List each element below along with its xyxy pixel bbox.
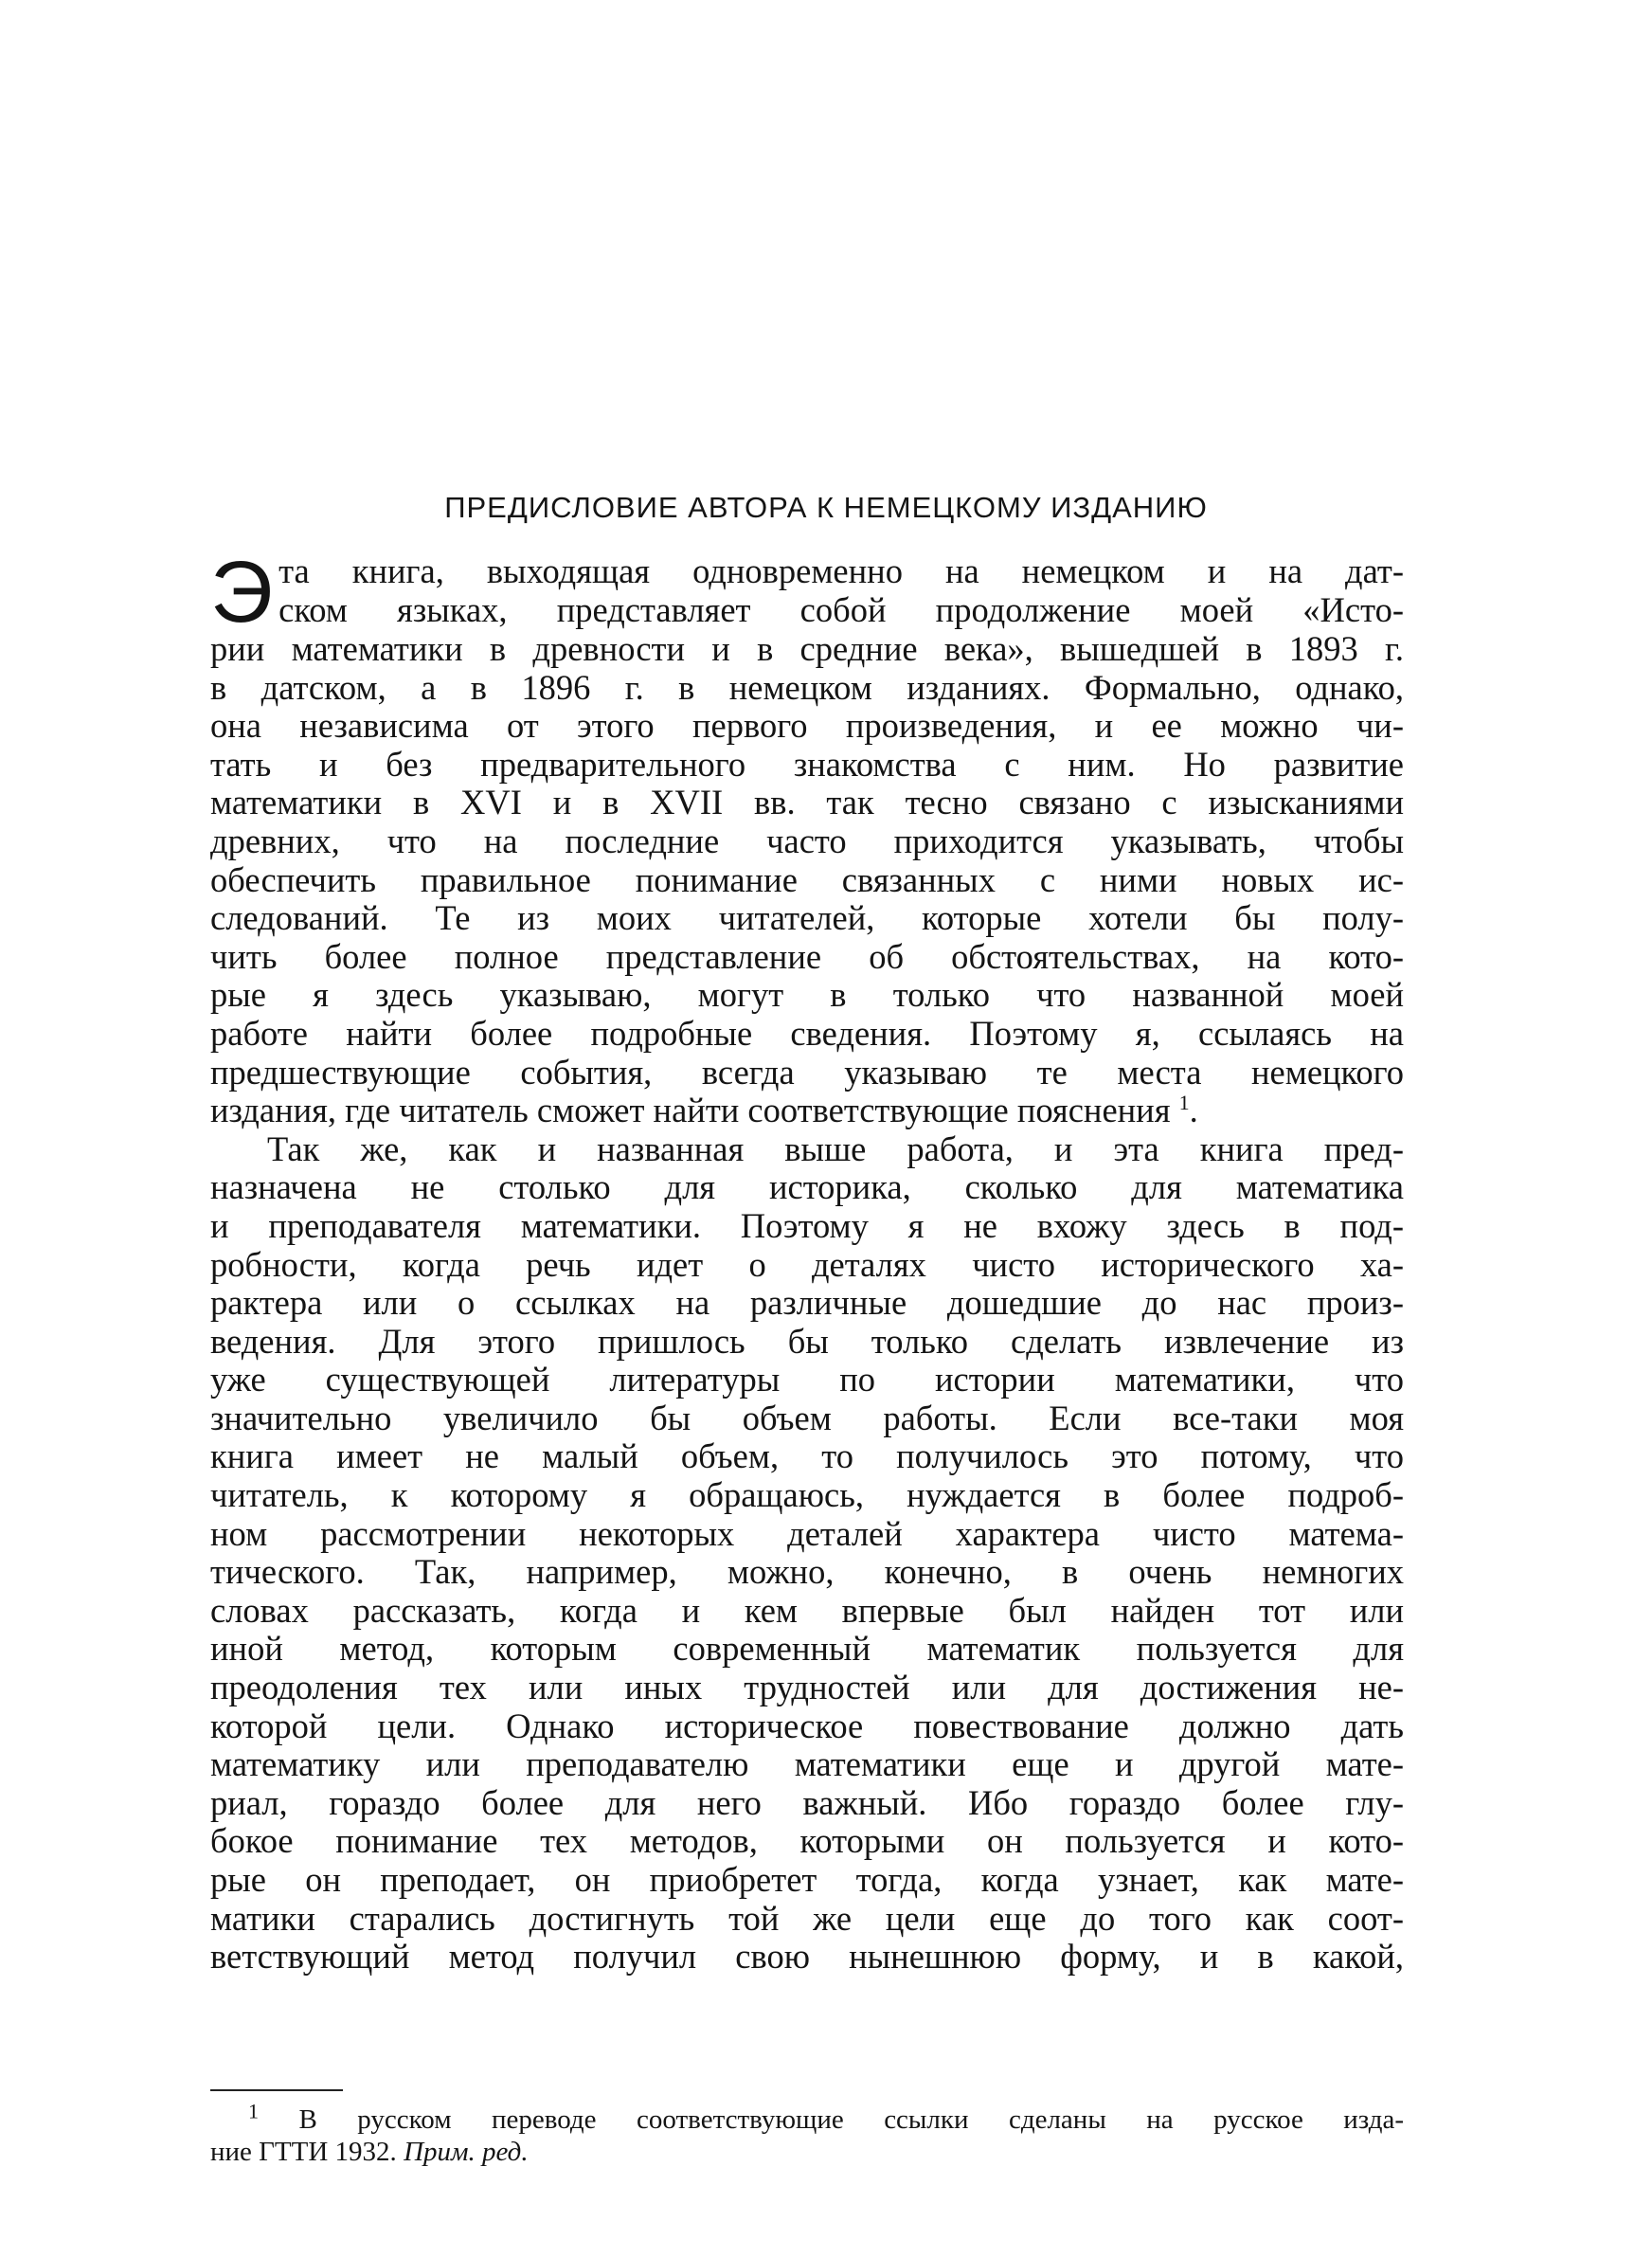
text-line: рые он преподает, он приобретет тогда, когда узнает, как мате-	[210, 1860, 1404, 1899]
text-line: предшествующие события, всегда указываю те места немецкого	[210, 1052, 1404, 1092]
text-line: ском языках, представляет собой продолжение моей «Исто-	[278, 589, 1404, 629]
footnote	[210, 2099, 1405, 2168]
text-line: в датском, а в 1896 г. в немецком изданиях. Формально, однако,	[210, 667, 1404, 707]
text-line: назначена не столько для историка, сколько для математика	[210, 1167, 1404, 1207]
text-line: и преподавателя математики. Поэтому я не вхожу здесь в под-	[210, 1205, 1404, 1245]
text-line: риал, гораздо более для него важный. Ибо гораздо более глу-	[210, 1782, 1404, 1822]
paragraph-1	[210, 544, 1404, 1130]
footnote-number: 1	[248, 2099, 259, 2123]
footnote-text: ние ГТТИ 1932.	[210, 2137, 397, 2167]
text-line: тать и без предварительного знакомства с ним. Но развитие	[210, 744, 1404, 784]
drop-cap: Э	[210, 544, 274, 641]
page-title: ПРЕДИСЛОВИЕ АВТОРА К НЕМЕЦКОМУ ИЗДАНИЮ	[444, 491, 1208, 524]
text-line: чить более полное представление об обстоятельствах, на кото-	[210, 936, 1404, 976]
footnote-divider	[210, 2089, 343, 2091]
text-line: читатель, к которому я обращаюсь, нуждается в более подроб-	[210, 1475, 1404, 1515]
text-line	[210, 1092, 1404, 1130]
text-line: древних, что на последние часто приходится указывать, чтобы	[210, 821, 1404, 860]
text-line: робности, когда речь идет о деталях чисто исторического ха-	[210, 1244, 1404, 1284]
text-line: матики старались достигнуть той же цели еще до того как соот-	[210, 1898, 1404, 1938]
end-punctuation: .	[1189, 1091, 1198, 1130]
text-line: работе найти более подробные сведения. Поэтому я, ссылаясь на	[210, 1013, 1404, 1053]
text-line: рии математики в древности и в средние века», вышедшей в 1893 г.	[210, 629, 1404, 668]
text-line: ветствующий метод получил свою нынешнюю форму, и в какой,	[210, 1937, 1404, 1977]
text-line: иной метод, которым современный математик пользуется для	[210, 1629, 1404, 1669]
text-line: бокое понимание тех методов, которыми он пользуется и кото-	[210, 1821, 1404, 1861]
footnote-text: В русском переводе соответствующие ссылки сделаны на русское изда-	[298, 2104, 1405, 2135]
text-line: книга имеет не малый объем, то получилось это потому, что	[210, 1436, 1404, 1476]
text-line: которой цели. Однако историческое повествование должно дать	[210, 1706, 1404, 1745]
footnote-marker: 1	[1178, 1090, 1190, 1114]
paragraph-2	[210, 1130, 1404, 1977]
text-line: она независима от этого первого произведения, и ее можно чи-	[210, 706, 1404, 746]
text-line: ведения. Для этого пришлось бы только сделать извлечение из	[210, 1321, 1404, 1361]
footnote-line	[210, 2136, 1404, 2168]
text-line: Так же, как и названная выше работа, и эта книга пред-	[267, 1128, 1404, 1168]
text-line: ном рассмотрении некоторых деталей характера чисто матема-	[210, 1513, 1404, 1553]
text-line: математику или преподавателю математики еще и другой мате-	[210, 1744, 1404, 1784]
text-line: значительно увеличило бы объем работы. Если все-таки моя	[210, 1398, 1404, 1437]
text-line-content: издания, где читатель сможет найти соответствующие пояснения	[210, 1091, 1171, 1130]
text-line: обеспечить правильное понимание связанных с ними новых ис-	[210, 859, 1404, 899]
text-line: преодоления тех или иных трудностей или для достижения не-	[210, 1668, 1404, 1707]
footnote-line	[210, 2099, 1405, 2136]
editor-note: Прим. ред.	[404, 2137, 529, 2167]
text-line: та книга, выходящая одновременно на немецком и на дат-	[278, 551, 1404, 590]
text-line: математики в XVI и в XVII вв. так тесно связано с изысканиями	[210, 783, 1404, 822]
body-text	[210, 544, 1404, 1977]
text-line: тического. Так, например, можно, конечно, в очень немногих	[210, 1552, 1404, 1592]
text-line: следований. Те из моих читателей, которые хотели бы полу-	[210, 898, 1404, 938]
text-line: словах рассказать, когда и кем впервые был найден тот или	[210, 1590, 1404, 1630]
text-line: рактера или о ссылках на различные дошедшие до нас произ-	[210, 1283, 1404, 1323]
text-line: рые я здесь указываю, могут в только что названной моей	[210, 975, 1404, 1015]
text-line: уже существующей литературы по истории математики, что	[210, 1360, 1404, 1399]
